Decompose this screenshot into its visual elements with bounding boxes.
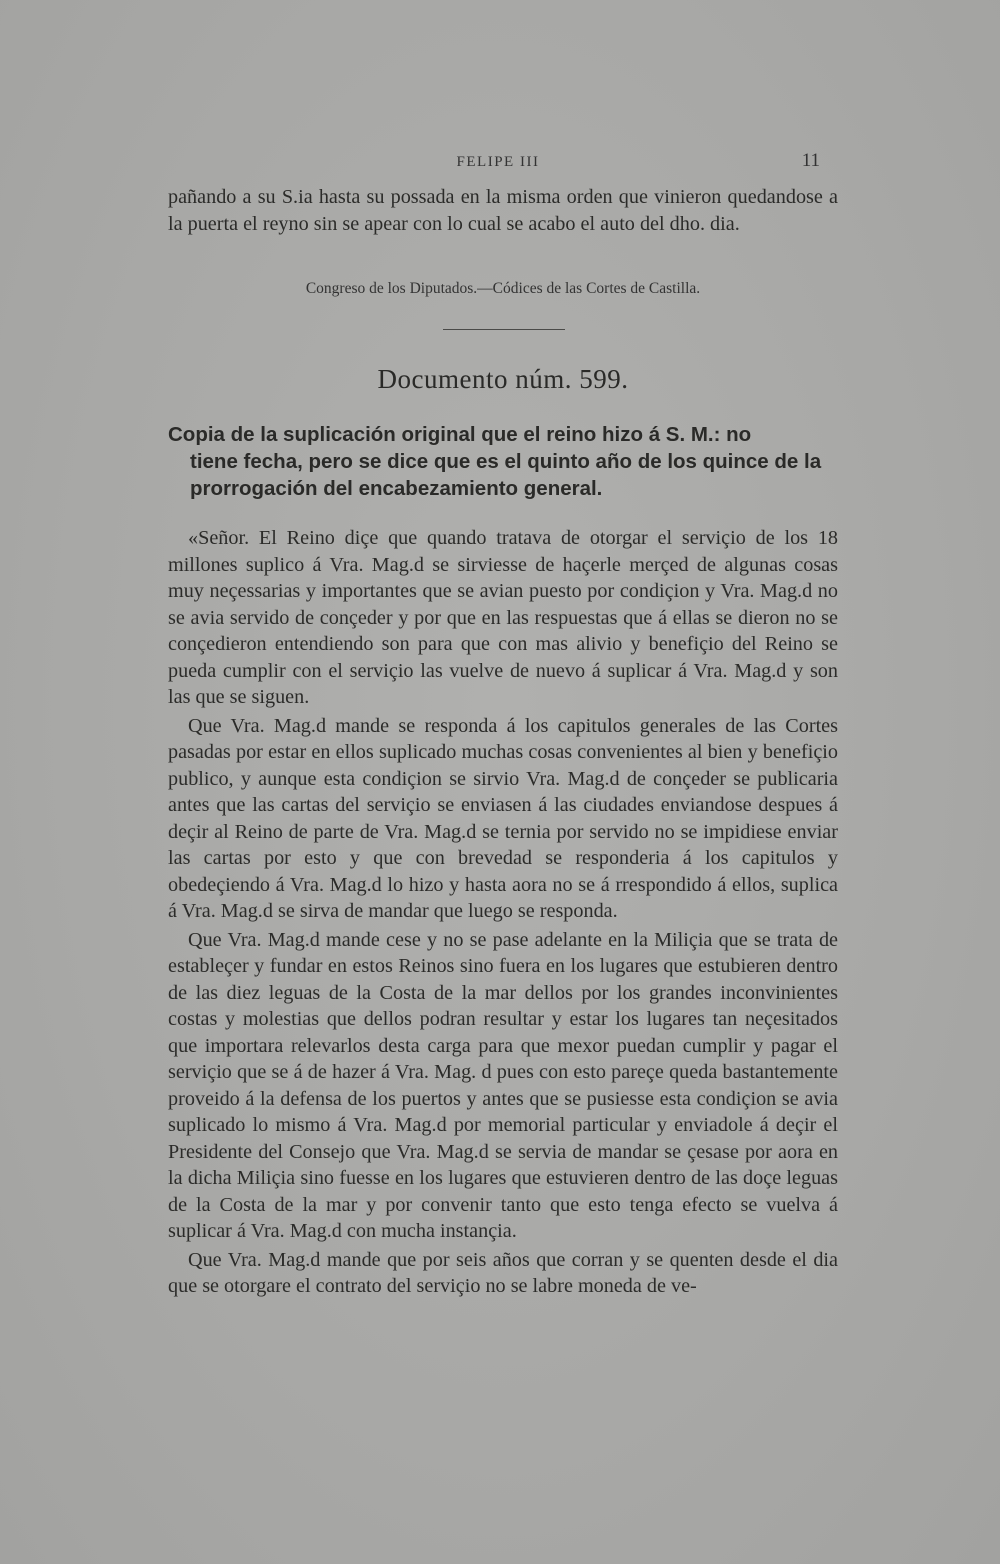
- document-heading: Documento núm. 599.: [377, 364, 629, 394]
- document-title-line2: tiene fecha, pero se dice que es el quinto año de los quince de la prorrogación del encabezamiento general.: [190, 450, 822, 500]
- body-paragraph: Que Vra. Mag.d mande que por seis años que corran y se quenten desde el dia que se otorgare el contrato del serviçio no se labre moneda de ve-: [168, 1248, 838, 1297]
- source-note: Congreso de los Diputados.—Códices de las Cortes de Castilla.: [305, 280, 701, 297]
- continuation-text: pañando a su S.ia hasta su possada en la misma orden que vinieron quedandose a la puerta el reyno sin se apear con lo cual se acabo el auto del dho. dia.: [168, 186, 838, 235]
- continuation-paragraph: [168, 184, 838, 237]
- document-title-line1: Copia de la suplicación original que el reino hizo á S. M.: no: [168, 423, 752, 446]
- document-title: [168, 421, 838, 502]
- body-paragraph: Que Vra. Mag.d mande cese y no se pase adelante en la Miliçia que se trata de estableçer y fundar en estos Reinos sino fuera en los lugares que estubieren dentro de las diez leguas de la Costa de la mar dellos por los grandes inconvinientes costas y molestias que dellos podran resultar y estar los lugares tan neçesitados que importara relevarlos desta carga para que mexor puedan cumplir y pagar el serviçio que se á de hazer á Vra. Mag. d pues con esto pareçe queda bastantemente proveido á la defensa de los puertos y antes que se pusiesse esta condiçion se avia suplicado lo mismo á Vra. Mag.d por memorial particular y enviadole á deçir el Presidente del Consejo que Vra. Mag.d se servia de mandar se çesase por aora en la dicha Miliçia sino fuesse en los lugares que estuvieren dentro de las doçe leguas de la Costa de la mar y por convenir tanto que esto tenga efecto se vuelva á suplicar á Vra. Mag.d con mucha instançia.: [168, 928, 838, 1242]
- document-body: [168, 525, 838, 1302]
- body-paragraph: Que Vra. Mag.d mande se responda á los capitulos generales de las Cortes pasadas por estar en ellos suplicado muchas cosas convenientes al bien y benefiçio publico, y aunque esta condiçion se sirvio Vra. Mag.d de conçeder se publicaria antes que las cartas del serviçio se enviasen á las ciudades enviandose despues á deçir al Reino de parte de Vra. Mag.d se ternia por servido no se impidiese enviar las cartas por esto y que con brevedad se responderia á los capitulos y obedeçiendo á Vra. Mag.d lo hizo y hasta aora no se á rrespondido á ellos, suplica á Vra. Mag.d se sirva de mandar que luego se responda.: [168, 714, 838, 922]
- running-title: FELIPE III: [456, 154, 540, 170]
- running-head: [168, 150, 828, 176]
- section-divider: [443, 329, 565, 330]
- body-paragraph: «Señor. El Reino diçe que quando tratava de otorgar el serviçio de los 18 millones suplico á Vra. Mag.d se sirviesse de haçerle merçed de algunas cosas muy neçessarias y importantes que se avian puesto por condiçion y Vra. Mag.d no se avia servido de conçeder y por que en las respuestas que á ellas se dieron no se conçedieron entendiendo son para que con mas alivio y benefiçio del Reino se pueda cumplir con el serviçio las vuelve de nuevo á suplicar á Vra. Mag.d y son las que se siguen.: [168, 527, 838, 708]
- page-number: 11: [801, 150, 820, 171]
